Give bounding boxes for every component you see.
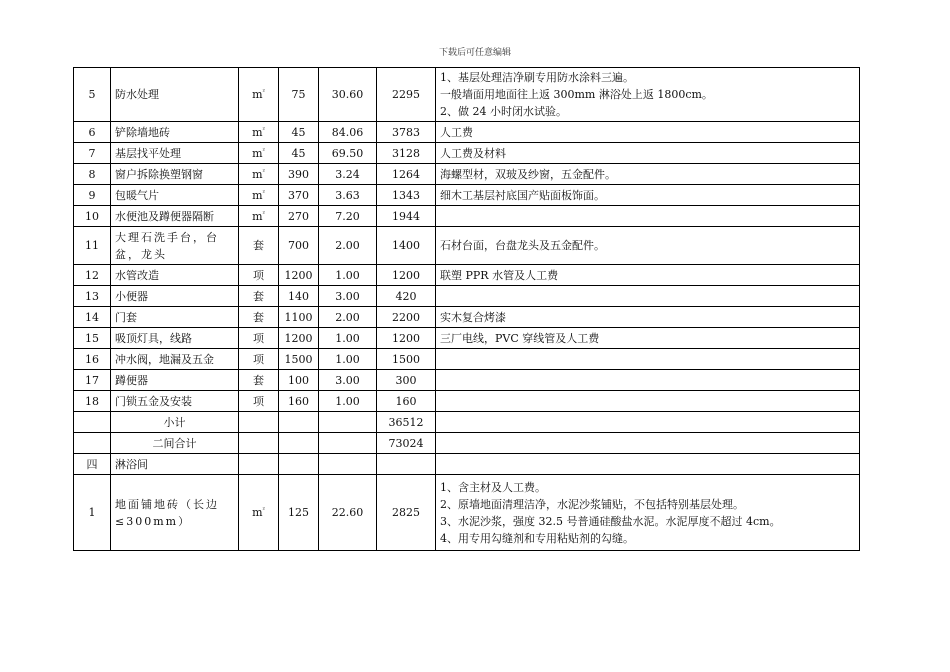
empty-cell [279,412,319,433]
unit-cell: $m^{^2}$ [239,164,279,185]
quantity-cell: 700 [279,227,319,265]
table-row [74,475,860,551]
table-row [74,349,860,370]
unit-cell: $m^{^2}$ [239,143,279,164]
item-number: 14 [74,307,111,328]
total-cell: 2825 [377,475,436,551]
empty-cell [239,433,279,454]
quantity-cell: 125 [279,475,319,551]
empty-cell [279,454,319,475]
item-number: 13 [74,286,111,307]
total-cell: 1343 [377,185,436,206]
item-number: 11 [74,227,111,265]
price-cell: 1.00 [319,349,377,370]
item-name: 吸顶灯具，线路 [111,328,239,349]
unit-cell: 套 [239,370,279,391]
description-line: 海螺型材，双玻及纱窗，五金配件。 [440,167,616,181]
item-number: 12 [74,265,111,286]
description-cell [436,68,860,122]
total-cell: 1944 [377,206,436,227]
empty-cell [319,433,377,454]
total-cell: 1400 [377,227,436,265]
description-cell [436,164,860,185]
empty-cell [239,454,279,475]
table-row [74,265,860,286]
section-name: 淋浴间 [111,454,239,475]
unit-cell: 项 [239,265,279,286]
empty-cell [436,433,860,454]
description-line: 人工费 [440,125,473,139]
section-row [74,454,860,475]
table-row [74,391,860,412]
description-cell [436,143,860,164]
description-line: 一般墙面用地面往上返 300mm 淋浴处上返 1800cm。 [440,88,713,101]
item-name: 门套 [111,307,239,328]
item-name: 大理石洗手台，台盆，龙头 [111,227,239,265]
unit-cell: $m^{^2}$ [239,475,279,551]
description-line: 4、用专用勾缝剂和专用粘贴剂的勾缝。 [440,531,634,545]
price-cell: 2.00 [319,227,377,265]
item-number: 15 [74,328,111,349]
table-row [74,143,860,164]
description-line: 3、水泥沙浆，强度 32.5 号普通硅酸盐水泥。水泥厚度不超过 4cm。 [440,514,781,528]
item-name: 小便器 [111,286,239,307]
item-name: 蹲便器 [111,370,239,391]
description-cell [436,265,860,286]
price-cell: 3.00 [319,286,377,307]
unit-cell: $m^{^2}$ [239,185,279,206]
total-cell: 3783 [377,122,436,143]
quantity-cell: 1200 [279,265,319,286]
item-name: 地面铺地砖（长边≤300mm） [111,475,239,551]
empty-cell [436,412,860,433]
total-cell: 1200 [377,328,436,349]
total-cell: 300 [377,370,436,391]
description-line: 石材台面，台盘龙头及五金配件。 [440,239,605,252]
unit-cell: 套 [239,307,279,328]
unit-cell: $m^{^2}$ [239,68,279,122]
table-row [74,286,860,307]
quantity-cell: 75 [279,68,319,122]
empty-cell [319,412,377,433]
total-cell: 160 [377,391,436,412]
empty-cell [279,433,319,454]
two-room-total-row [74,433,860,454]
item-name: 冲水阀，地漏及五金 [111,349,239,370]
unit-cell: $m^{^2}$ [239,206,279,227]
description-cell [436,122,860,143]
description-line: 三厂电线，PVC 穿线管及人工费 [440,331,600,345]
total-cell: 2200 [377,307,436,328]
empty-cell [74,412,111,433]
table-row [74,185,860,206]
table-row [74,164,860,185]
price-cell: 1.00 [319,265,377,286]
summary-total: 73024 [377,433,436,454]
item-number: 10 [74,206,111,227]
price-cell: 22.60 [319,475,377,551]
price-cell: 30.60 [319,68,377,122]
price-cell: 1.00 [319,328,377,349]
unit-cell: 套 [239,227,279,265]
description-line: 2、做 24 小时闭水试验。 [440,105,567,118]
total-cell: 2295 [377,68,436,122]
item-number: 8 [74,164,111,185]
description-cell [436,227,860,265]
section-number: 四 [74,454,111,475]
description-cell [436,370,860,391]
total-cell: 420 [377,286,436,307]
table-row [74,68,860,122]
item-name: 水便池及蹲便器隔断 [111,206,239,227]
item-name: 窗户拆除换塑钢窗 [111,164,239,185]
unit-cell: 套 [239,286,279,307]
item-name: 门锁五金及安装 [111,391,239,412]
quantity-cell: 160 [279,391,319,412]
quantity-cell: 270 [279,206,319,227]
description-line: 1、基层处理洁净刷专用防水涂料三遍。 [440,71,634,84]
description-cell [436,475,860,551]
quantity-cell: 45 [279,143,319,164]
total-cell: 1264 [377,164,436,185]
price-cell: 69.50 [319,143,377,164]
item-number: 6 [74,122,111,143]
item-number: 17 [74,370,111,391]
summary-label: 二间合计 [111,433,239,454]
quantity-cell: 140 [279,286,319,307]
summary-total: 36512 [377,412,436,433]
table-row [74,227,860,265]
description-cell [436,349,860,370]
unit-cell: $m^{^2}$ [239,122,279,143]
subtotal-row [74,412,860,433]
description-cell [436,185,860,206]
item-name: 防水处理 [111,68,239,122]
quantity-cell: 45 [279,122,319,143]
description-line: 人工费及材料 [440,146,506,160]
unit-cell: 项 [239,391,279,412]
quantity-cell: 1200 [279,328,319,349]
price-cell: 2.00 [319,307,377,328]
quantity-cell: 370 [279,185,319,206]
description-cell [436,391,860,412]
empty-cell [377,454,436,475]
item-name: 铲除墙地砖 [111,122,239,143]
quantity-cell: 100 [279,370,319,391]
table-row [74,370,860,391]
item-number: 1 [74,475,111,551]
quote-table [73,67,860,551]
price-cell: 3.63 [319,185,377,206]
total-cell: 1500 [377,349,436,370]
description-line: 2、原墙地面清理洁净，水泥沙浆铺贴，不包括特别基层处理。 [440,497,744,511]
description-line: 1、含主材及人工费。 [440,480,546,494]
description-cell [436,206,860,227]
price-cell: 3.00 [319,370,377,391]
description-line: 联塑 PPR 水管及人工费 [440,268,559,282]
quantity-cell: 1100 [279,307,319,328]
item-name: 包暖气片 [111,185,239,206]
table-row [74,328,860,349]
table-row [74,122,860,143]
table-body [74,68,860,551]
summary-label: 小计 [111,412,239,433]
empty-cell [74,433,111,454]
total-cell: 3128 [377,143,436,164]
price-cell: 1.00 [319,391,377,412]
price-cell: 7.20 [319,206,377,227]
item-number: 5 [74,68,111,122]
item-number: 16 [74,349,111,370]
total-cell: 1200 [377,265,436,286]
item-number: 9 [74,185,111,206]
description-line: 实木复合烤漆 [440,310,506,324]
price-cell: 84.06 [319,122,377,143]
item-number: 18 [74,391,111,412]
unit-cell: 项 [239,328,279,349]
empty-cell [436,454,860,475]
empty-cell [239,412,279,433]
unit-cell: 项 [239,349,279,370]
item-name: 水管改造 [111,265,239,286]
item-name: 基层找平处理 [111,143,239,164]
description-cell [436,307,860,328]
quantity-cell: 1500 [279,349,319,370]
page-header: 下载后可任意编辑 [438,48,511,58]
description-cell [436,286,860,307]
table-row [74,307,860,328]
item-number: 7 [74,143,111,164]
description-cell [436,328,860,349]
price-cell: 3.24 [319,164,377,185]
quantity-cell: 390 [279,164,319,185]
description-line: 细木工基层衬底国产贴面板饰面。 [440,188,605,202]
table-row [74,206,860,227]
empty-cell [319,454,377,475]
